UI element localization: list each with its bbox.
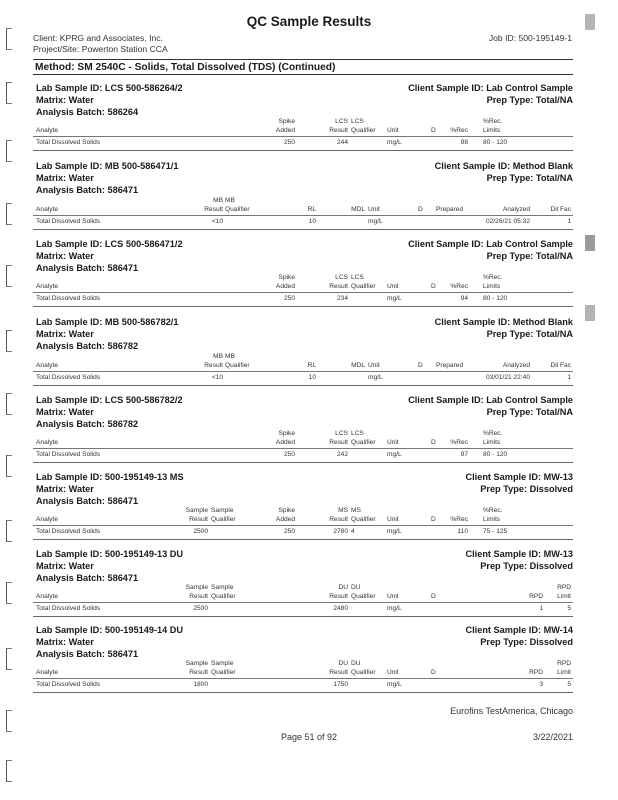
col-header: Analyte xyxy=(36,593,58,600)
lab-sample-id: Lab Sample ID: LCS 500-586264/2 xyxy=(36,83,183,93)
col-header: Unit xyxy=(387,283,399,290)
rl-value: 10 xyxy=(308,218,316,225)
col-header: MS xyxy=(351,507,361,514)
prep-type: Prep Type: Total/NA xyxy=(486,329,573,339)
qc-section-ms-195149-13 xyxy=(33,471,573,540)
col-header: MS xyxy=(338,507,348,514)
section-left-block xyxy=(36,624,183,660)
col-header: Spike xyxy=(278,118,295,125)
rpd-value: 1 xyxy=(539,605,543,612)
job-id: Job ID: 500-195149-1 xyxy=(488,33,572,43)
client-sample-id: Client Sample ID: MW-13 xyxy=(465,549,573,559)
analyte-name: Total Dissolved Solids xyxy=(36,295,101,302)
qc-section-du-195149-13 xyxy=(33,548,573,617)
col-header: DU xyxy=(338,660,348,667)
col-header: %Rec. xyxy=(483,274,503,281)
project-site: Project/Site: Powerton Station CCA xyxy=(33,44,168,54)
result-value: <10 xyxy=(211,218,223,225)
col-header: Added xyxy=(275,127,295,134)
col-header: Qualifier xyxy=(211,516,236,523)
method-title: Method: SM 2540C - Solids, Total Dissolved (TDS) (Continued) xyxy=(33,59,573,75)
table-row xyxy=(33,292,573,304)
lab-sample-id: Lab Sample ID: LCS 500-586471/2 xyxy=(36,239,183,249)
page-edge-mark xyxy=(6,82,12,104)
rec-value: 110 xyxy=(457,528,468,535)
section-right-block xyxy=(435,316,573,340)
col-header: Result xyxy=(204,206,223,213)
matrix: Matrix: Water xyxy=(36,329,94,339)
result-value: 2780 xyxy=(333,528,348,535)
col-header: Spike xyxy=(278,430,295,437)
col-header: Result xyxy=(329,669,348,676)
limits-value: 75 - 125 xyxy=(483,528,508,535)
client-sample-id: Client Sample ID: Lab Control Sample xyxy=(408,395,573,405)
section-left-block xyxy=(36,160,178,196)
col-header: RPD xyxy=(557,584,571,591)
limits-value: 80 - 120 xyxy=(483,451,508,458)
section-right-block xyxy=(465,548,573,572)
unit-value: mg/L xyxy=(387,605,402,612)
unit-value: mg/L xyxy=(387,295,402,302)
col-header: D xyxy=(431,593,436,600)
col-header: LCS xyxy=(351,274,364,281)
col-header: MDL xyxy=(351,206,365,213)
col-header: Result xyxy=(204,362,223,369)
col-header: Result xyxy=(329,283,348,290)
col-header: Sample xyxy=(211,660,234,667)
col-header: %Rec xyxy=(450,283,468,290)
analyzed-value: 03/01/21 22:40 xyxy=(486,374,530,381)
col-header: Result xyxy=(329,439,348,446)
col-header: Limits xyxy=(483,439,501,446)
section-left-block xyxy=(36,471,184,507)
col-header: Added xyxy=(275,439,295,446)
col-header: D xyxy=(418,206,423,213)
page-edge-mark xyxy=(6,203,12,225)
page-edge-mark xyxy=(6,330,12,352)
page-edge-mark xyxy=(6,520,12,542)
qc-section-lcs-586471 xyxy=(33,238,573,307)
page-edge-mark xyxy=(6,393,12,415)
col-header: %Rec xyxy=(450,127,468,134)
col-header: %Rec. xyxy=(483,507,503,514)
col-header: Sample xyxy=(211,584,234,591)
spike-added: 250 xyxy=(283,528,295,535)
matrix: Matrix: Water xyxy=(36,561,94,571)
side-index-tab xyxy=(585,235,595,251)
col-header: Result xyxy=(329,127,348,134)
col-header: Analyte xyxy=(36,362,58,369)
col-header: D xyxy=(431,516,436,523)
footer-date: 3/22/2021 xyxy=(532,732,573,742)
table-row xyxy=(33,678,573,690)
col-header: %Rec xyxy=(450,516,468,523)
rec-value: 98 xyxy=(460,139,468,146)
col-header: LCS xyxy=(335,430,348,437)
col-header: LCS xyxy=(335,118,348,125)
col-header: Limit xyxy=(557,669,571,676)
analysis-batch: Analysis Batch: 586471 xyxy=(36,496,139,506)
section-left-block xyxy=(36,548,183,584)
rpd-limit-value: 5 xyxy=(567,605,571,612)
page-edge-mark xyxy=(6,455,12,477)
col-header: D xyxy=(431,669,436,676)
result-value: 242 xyxy=(336,451,348,458)
client-sample-id: Client Sample ID: Method Blank xyxy=(434,317,573,327)
col-header: Result xyxy=(329,516,348,523)
col-header: Limits xyxy=(483,516,501,523)
limits-value: 80 - 120 xyxy=(483,295,508,302)
col-header: Qualifier xyxy=(351,127,376,134)
col-header: Qualifier xyxy=(225,206,250,213)
col-header: Limit xyxy=(557,593,571,600)
col-header: Qualifier xyxy=(351,593,376,600)
table-row xyxy=(33,448,573,460)
section-right-block xyxy=(435,160,573,184)
col-header: LCS xyxy=(351,118,364,125)
col-header: Sample xyxy=(185,660,208,667)
col-header: Analyte xyxy=(36,206,58,213)
rec-value: 97 xyxy=(460,451,468,458)
analyte-name: Total Dissolved Solids xyxy=(36,218,101,225)
rpd-limit-value: 5 xyxy=(567,681,571,688)
col-header: Dil Fac xyxy=(550,362,571,369)
col-header: Result xyxy=(189,516,208,523)
analysis-batch: Analysis Batch: 586782 xyxy=(36,419,139,429)
section-right-block xyxy=(408,82,573,106)
col-header: Prepared xyxy=(436,362,464,369)
analysis-batch: Analysis Batch: 586471 xyxy=(36,573,139,583)
col-header: Analyte xyxy=(36,516,58,523)
lab-sample-id: Lab Sample ID: 500-195149-14 DU xyxy=(36,625,184,635)
col-header: %Rec xyxy=(450,439,468,446)
col-header: Result xyxy=(189,669,208,676)
analysis-batch: Analysis Batch: 586471 xyxy=(36,263,139,273)
dilfac-value: 1 xyxy=(567,218,571,225)
col-header: MB xyxy=(213,197,223,204)
prep-type: Prep Type: Dissolved xyxy=(480,637,573,647)
section-right-block xyxy=(408,238,573,262)
matrix: Matrix: Water xyxy=(36,637,94,647)
section-right-block xyxy=(408,394,573,418)
col-header: D xyxy=(418,362,423,369)
col-header: Unit xyxy=(387,593,399,600)
col-header: Added xyxy=(275,516,295,523)
matrix: Matrix: Water xyxy=(36,484,94,494)
analyte-name: Total Dissolved Solids xyxy=(36,139,101,146)
prep-type: Prep Type: Total/NA xyxy=(486,173,573,183)
col-header: Analyte xyxy=(36,439,58,446)
prep-type: Prep Type: Dissolved xyxy=(480,561,573,571)
client-sample-id: Client Sample ID: MW-13 xyxy=(465,472,573,482)
client-sample-id: Client Sample ID: MW-14 xyxy=(465,625,573,635)
qc-section-du-195149-14 xyxy=(33,624,573,693)
col-header: LCS xyxy=(351,430,364,437)
lab-sample-id: Lab Sample ID: LCS 500-586782/2 xyxy=(36,395,183,405)
col-header: Unit xyxy=(368,206,380,213)
col-header: DU xyxy=(351,584,361,591)
page-edge-mark xyxy=(6,648,12,670)
table-row xyxy=(33,136,573,148)
lab-sample-id: Lab Sample ID: 500-195149-13 DU xyxy=(36,549,184,559)
page-edge-mark xyxy=(6,582,12,604)
analysis-batch: Analysis Batch: 586471 xyxy=(36,185,139,195)
result-value: 234 xyxy=(336,295,348,302)
col-header: Unit xyxy=(368,362,380,369)
prep-type: Prep Type: Total/NA xyxy=(486,251,573,261)
col-header: Result xyxy=(329,593,348,600)
col-header: Added xyxy=(275,283,295,290)
unit-value: mg/L xyxy=(368,218,383,225)
matrix: Matrix: Water xyxy=(36,407,94,417)
footer-company: Eurofins TestAmerica, Chicago xyxy=(450,706,573,716)
client-sample-id: Client Sample ID: Method Blank xyxy=(434,161,573,171)
lab-sample-id: Lab Sample ID: MB 500-586471/1 xyxy=(36,161,179,171)
table-row xyxy=(33,371,573,383)
page-edge-mark xyxy=(6,265,12,287)
col-header: Analyte xyxy=(36,669,58,676)
col-header: Sample xyxy=(185,584,208,591)
qc-section-lcs-586782 xyxy=(33,394,573,463)
col-header: Unit xyxy=(387,516,399,523)
sample-result: 2500 xyxy=(193,605,208,612)
prep-type: Prep Type: Total/NA xyxy=(486,95,573,105)
col-header: D xyxy=(431,283,436,290)
col-header: D xyxy=(431,127,436,134)
matrix: Matrix: Water xyxy=(36,251,94,261)
result-value: <10 xyxy=(211,374,223,381)
analyzed-value: 02/26/21 05:32 xyxy=(486,218,530,225)
col-header: Analyzed xyxy=(502,362,530,369)
col-header: Analyte xyxy=(36,283,58,290)
col-header: Unit xyxy=(387,669,399,676)
matrix: Matrix: Water xyxy=(36,173,94,183)
col-header: MB xyxy=(213,353,223,360)
unit-value: mg/L xyxy=(387,139,402,146)
col-header: LCS xyxy=(335,274,348,281)
col-header: Qualifier xyxy=(211,669,236,676)
analyte-name: Total Dissolved Solids xyxy=(36,451,101,458)
spike-added: 250 xyxy=(283,451,295,458)
spike-added: 250 xyxy=(283,295,295,302)
side-index-tab xyxy=(585,305,595,321)
col-header: Result xyxy=(189,593,208,600)
col-header: D xyxy=(431,439,436,446)
footer-page-number: Page 51 of 92 xyxy=(280,732,338,742)
col-header: Analyte xyxy=(36,127,58,134)
col-header: DU xyxy=(351,660,361,667)
page-title: QC Sample Results xyxy=(246,14,372,29)
analyte-name: Total Dissolved Solids xyxy=(36,681,101,688)
page-edge-mark xyxy=(6,710,12,732)
col-header: Prepared xyxy=(436,206,464,213)
col-header: RPD xyxy=(529,593,543,600)
col-header: MDL xyxy=(351,362,365,369)
unit-value: mg/L xyxy=(387,451,402,458)
col-header: RPD xyxy=(529,669,543,676)
page-edge-mark xyxy=(6,760,12,782)
col-header: RPD xyxy=(557,660,571,667)
col-header: MB xyxy=(225,197,235,204)
col-header: Qualifier xyxy=(351,283,376,290)
rl-value: 10 xyxy=(308,374,316,381)
analysis-batch: Analysis Batch: 586782 xyxy=(36,341,139,351)
section-right-block xyxy=(465,624,573,648)
page-edge-mark xyxy=(6,28,12,50)
page-edge-mark xyxy=(6,140,12,162)
sample-result: 1800 xyxy=(193,681,208,688)
analysis-batch: Analysis Batch: 586471 xyxy=(36,649,139,659)
col-header: Sample xyxy=(211,507,234,514)
section-left-block xyxy=(36,394,183,430)
col-header: Qualifier xyxy=(225,362,250,369)
lab-sample-id: Lab Sample ID: 500-195149-13 MS xyxy=(36,472,184,482)
col-header: %Rec. xyxy=(483,430,503,437)
qc-section-mb-586782 xyxy=(33,316,573,386)
col-header: Qualifier xyxy=(211,593,236,600)
prep-type: Prep Type: Total/NA xyxy=(486,407,573,417)
analyte-name: Total Dissolved Solids xyxy=(36,528,101,535)
result-value: 244 xyxy=(336,139,348,146)
col-header: MB xyxy=(225,353,235,360)
col-header: RL xyxy=(307,362,316,369)
analysis-batch: Analysis Batch: 586264 xyxy=(36,107,139,117)
table-row xyxy=(33,525,573,537)
analyte-name: Total Dissolved Solids xyxy=(36,605,101,612)
section-left-block xyxy=(36,316,178,352)
section-left-block xyxy=(36,238,183,274)
col-header: Unit xyxy=(387,439,399,446)
client-name: Client: KPRG and Associates, Inc. xyxy=(33,33,163,43)
col-header: Spike xyxy=(278,507,295,514)
rec-value: 94 xyxy=(460,295,468,302)
analyte-name: Total Dissolved Solids xyxy=(36,374,101,381)
col-header: Sample xyxy=(185,507,208,514)
col-header: Qualifier xyxy=(351,516,376,523)
sample-result: 2500 xyxy=(193,528,208,535)
qc-section-lcs-586264 xyxy=(33,82,573,151)
dilfac-value: 1 xyxy=(567,374,571,381)
unit-value: mg/L xyxy=(387,528,402,535)
col-header: Limits xyxy=(483,127,501,134)
client-sample-id: Client Sample ID: Lab Control Sample xyxy=(408,83,573,93)
section-left-block xyxy=(36,82,183,118)
unit-value: mg/L xyxy=(387,681,402,688)
result-value: 2480 xyxy=(333,605,348,612)
col-header: %Rec. xyxy=(483,118,503,125)
table-row xyxy=(33,215,573,227)
lab-sample-id: Lab Sample ID: MB 500-586782/1 xyxy=(36,317,179,327)
result-value: 1750 xyxy=(333,681,348,688)
col-header: Dil Fac xyxy=(550,206,571,213)
col-header: Qualifier xyxy=(351,669,376,676)
client-sample-id: Client Sample ID: Lab Control Sample xyxy=(408,239,573,249)
unit-value: mg/L xyxy=(368,374,383,381)
table-row xyxy=(33,602,573,614)
spike-added: 250 xyxy=(283,139,295,146)
section-right-block xyxy=(465,471,573,495)
prep-type: Prep Type: Dissolved xyxy=(480,484,573,494)
matrix: Matrix: Water xyxy=(36,95,94,105)
col-header: Limits xyxy=(483,283,501,290)
col-header: Qualifier xyxy=(351,439,376,446)
limits-value: 80 - 120 xyxy=(483,139,508,146)
col-header: Analyzed xyxy=(502,206,530,213)
qualifier-value: 4 xyxy=(351,528,355,535)
rpd-value: 3 xyxy=(539,681,543,688)
col-header: RL xyxy=(307,206,316,213)
col-header: DU xyxy=(338,584,348,591)
qc-section-mb-586471 xyxy=(33,160,573,230)
col-header: Unit xyxy=(387,127,399,134)
col-header: Spike xyxy=(278,274,295,281)
